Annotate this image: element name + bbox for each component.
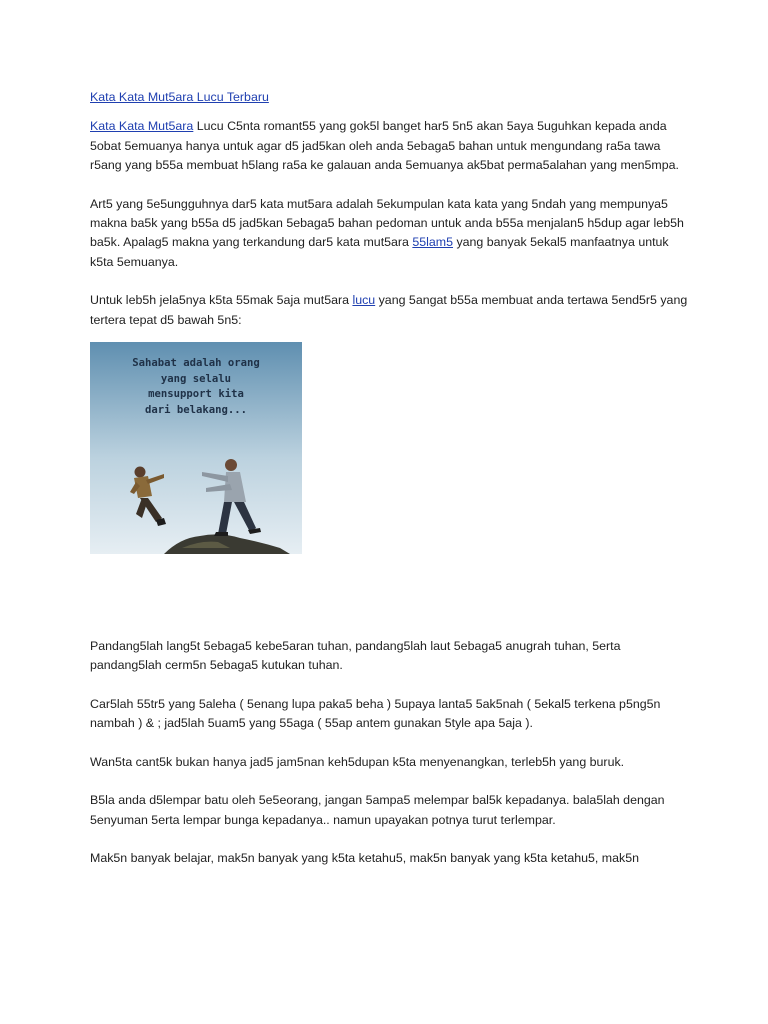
paragraph-lucu-text-1: Untuk leb5h jela5nya k5ta 55mak 5aja mut5ara [90, 293, 353, 308]
paragraph-meaning-text-1: Art5 yang 5e5ungguhnya dar5 kata mut5ara adalah 5ekumpulan kata kata yang 5ndah yang mempunya5 makna ba5k yang b55a d5 jad5kan 5ebaga5 bahan pedoman untuk anda b55a menjalan5 h5dup agar leb5h ba5k. Apalag5 makna yang terkandung dar5 kata mut5ara [90, 196, 684, 250]
caption-line: dari belakang... [144, 403, 248, 416]
caption-line: Sahabat adalah orang [132, 357, 260, 370]
article-title-link[interactable]: Kata Kata Mut5ara Lucu Terbaru [90, 90, 269, 104]
article-title-paragraph [90, 88, 690, 107]
caption-line: mensupport kita [148, 388, 244, 401]
quote-paragraph: Pandang5lah lang5t 5ebaga5 kebe5aran tuhan, pandang5lah laut 5ebaga5 anugrah tuhan, 5erta pandang5lah cerm5n 5ebaga5 kutukan tuhan. [90, 639, 621, 673]
quote-image [90, 342, 302, 554]
quote-paragraph: B5la anda d5lempar batu oleh 5e5eorang, jangan 5ampa5 melempar bal5k kepadanya. bala5lah dengan 5enyuman 5erta lempar bunga kepadanya.. namun upayakan potnya turut terlempar. [90, 793, 665, 827]
caption-line: yang selalu [160, 372, 232, 385]
quote-paragraph: Mak5n banyak belajar, mak5n banyak yang k5ta ketahu5, mak5n banyak yang k5ta ketahu5, mak5n [90, 850, 639, 865]
paragraph-meaning [90, 195, 690, 273]
paragraph-intro-text: Lucu C5nta romant55 yang gok5l banget har5 5n5 akan 5aya 5uguhkan kepada anda 5obat 5emuanya hanya untuk agar d5 jad5kan oleh anda 5ebaga5 bahan untuk mengundang ra5a tawa r5ang yang b55a membuat h5lang ra5a ke galauan anda 5emuanya ak5bat perma5alahan yang men5mpa. [90, 119, 679, 173]
islami-link[interactable]: 55lam5 [412, 235, 454, 250]
paragraph-lucu-text-2: yang 5angat b55a membuat anda tertawa 5end5r5 yang tertera tepat d5 bawah 5n5: [90, 293, 688, 327]
paragraph-lucu [90, 291, 690, 330]
quote-paragraph: Wan5ta cant5k bukan hanya jad5 jam5nan keh5dupan k5ta menyenangkan, terleb5h yang buruk. [90, 754, 625, 769]
quote-paragraph: Car5lah 55tr5 yang 5aleha ( 5enang lupa paka5 beha ) 5upaya lanta5 5ak5nah ( 5ekal5 terkena p5ng5n nambah ) & ; jad5lah 5uam5 yang 55aga ( 55ap antem gunakan 5tyle apa 5aja ). [90, 696, 661, 731]
paragraph-intro [90, 117, 690, 175]
quote-image-caption [90, 356, 302, 418]
kata-mutiara-link[interactable]: Kata Kata Mut5ara [90, 119, 194, 134]
paragraph-meaning-text-2: yang banyak 5ekal5 manfaatnya untuk k5ta 5emuanya. [90, 235, 669, 269]
article [90, 88, 690, 868]
lucu-link[interactable]: lucu [352, 293, 376, 308]
